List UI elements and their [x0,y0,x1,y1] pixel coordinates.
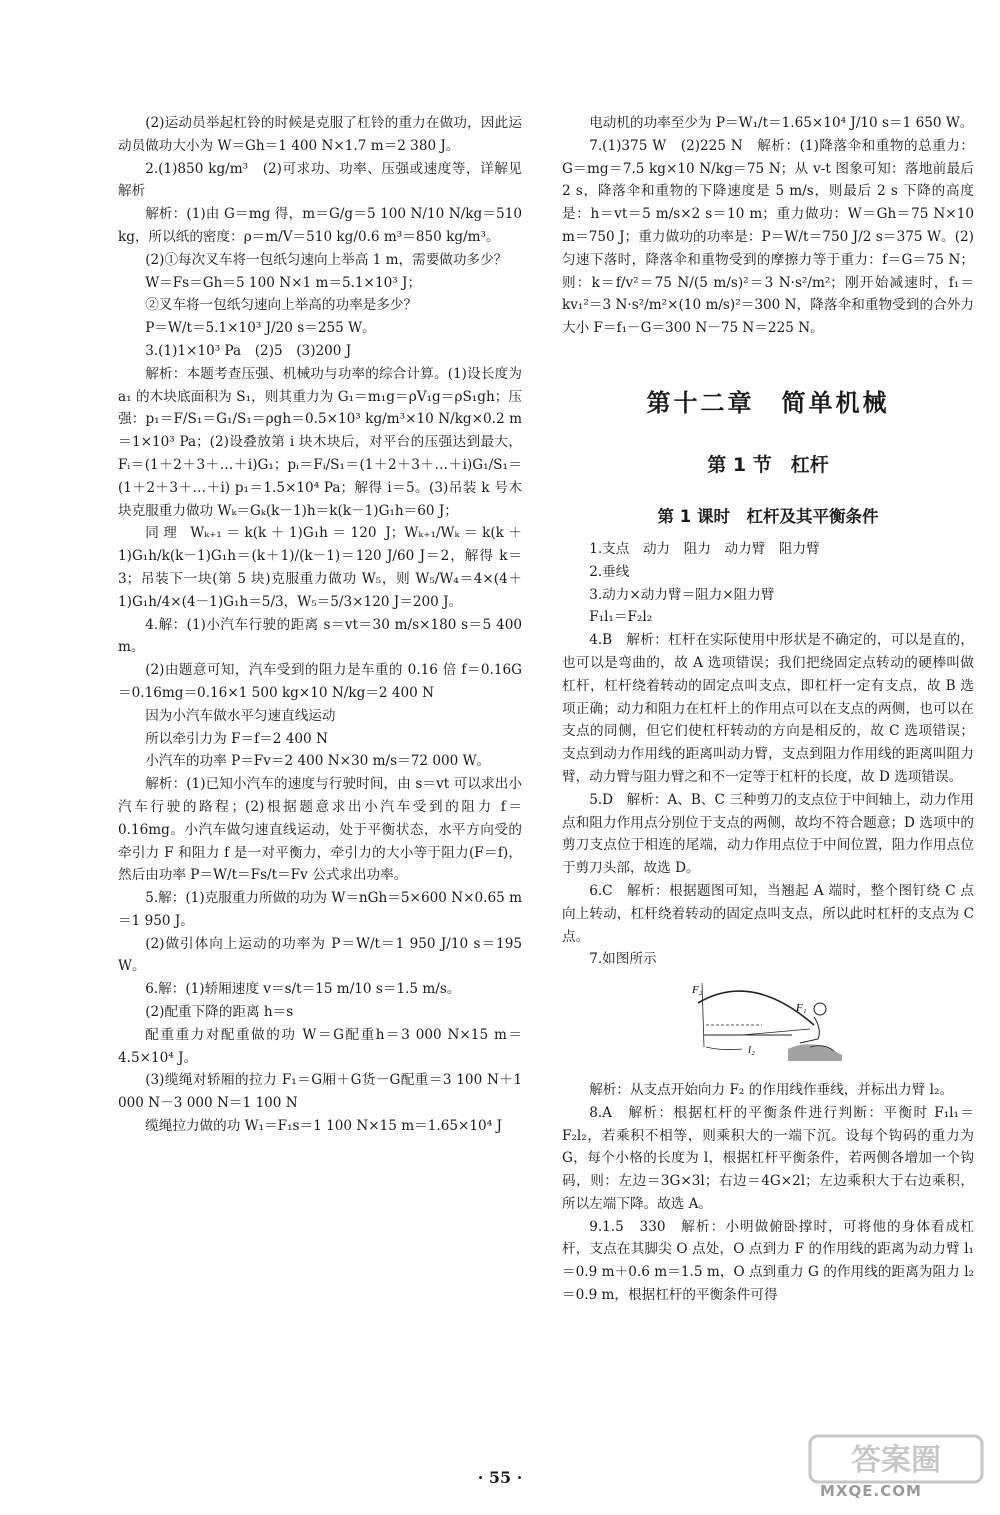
answer-paragraph: 配重重力对配重做的功 W＝G配重h＝3 000 N×15 m＝4.5×10⁴ J。 [118,1026,522,1066]
section-title: 第 1 节 杠杆 [707,453,829,476]
lesson-title: 第 1 课时 杠杆及其平衡条件 [657,506,879,526]
answer-paragraph: ②叉车将一包纸匀速向上举高的功率是多少？ [145,297,418,314]
answer-paragraph: 5.D 解析：A、B、C 三种剪刀的支点位于中间轴上，动力作用点和阻力作用点分别位于支点的两侧，故均不符合题意；D 选项中的剪刀支点位于相连的尾端，动力作用点位于中间位置，阻力作用点位于剪刀头部，故选 D。 [562,791,974,877]
answer-paragraph: 解析：本题考查压强、机械功与功率的综合计算。(1)设长度为 a₁ 的木块底面积为 S₁，则其重力为 G₁＝m₁g＝ρV₁g＝ρS₁gh；压强：p₁＝F/S₁＝G₁/S₁＝ρgh＝0.5×10³ kg/m³×10 N/kg×0.2 m＝1×10³ Pa；(2)设叠放第 i 块木块后，对平台的压强达到最大，Fᵢ＝(1＋2＋3＋…＋i)G₁；pᵢ＝Fᵢ/S₁＝(1＋2＋3＋…＋i)G₁/S₁＝(1＋2＋3＋…＋i) p₁＝1.5×10⁴ Pa；解得 i＝5。(3)吊装 k 号木块克服重力做功 Wₖ＝Gₖ(k－1)h＝k(k－1)G₁h＝60 J； [118,365,522,519]
label-f1: F₁ [796,1002,807,1015]
answer-paragraph: (3)缆绳对轿厢的拉力 F₁＝G厢＋G货－G配重＝3 100 N＋1 000 N－3 000 N＝1 100 N [118,1072,522,1112]
answer-paragraph: 6.解：(1)轿厢速度 v＝s/t＝15 m/10 s＝1.5 m/s。 [145,981,461,998]
label-l2: l₂ [748,1044,755,1057]
answer-paragraph: 解析：从支点开始向力 F₂ 的作用线作垂线，并标出力臂 l₂。 [589,1081,954,1098]
answer-paragraph: 1.支点 动力 阻力 动力臂 阻力臂 [589,540,820,557]
answer-paragraph: 缆绳拉力做的功 W₁＝F₁s＝1 100 N×15 m＝1.65×10⁴ J [145,1118,502,1135]
answer-paragraph: 解析：(1)已知小汽车的速度与行驶时间，由 s＝vt 可以求出小汽车行驶的路程；(2)根据题意求出小汽车受到的阻力 f＝0.16mg。小汽车做匀速直线运动，处于平衡状态，水平方向受的牵引力 F 和阻力 f 是一对平衡力，牵引力的大小等于阻力(F＝f)，然后由功率 P＝W/t＝Fs/t＝Fv 公式求出功率。 [118,776,522,884]
answer-paragraph: W＝Fs＝Gh＝5 100 N×1 m＝5.1×10³ J； [145,274,422,291]
answer-paragraph: 3.(1)1×10³ Pa (2)5 (3)200 J [145,342,352,359]
answer-paragraph: (2)做引体向上运动的功率为 P＝W/t＝1 950 J/10 s＝195 W。 [118,935,522,975]
answer-paragraph: (2)由题意可知，汽车受到的阻力是车重的 0.16 倍 f＝0.16G＝0.16mg＝0.16×1 500 kg×10 N/kg＝2 400 N [118,662,522,701]
answer-paragraph: 7.(1)375 W (2)225 N 解析：(1)降落伞和重物的总重力：G＝mg＝7.5 kg×10 N/kg＝75 N；从 v-t 图象可知：落地前最后 2 s，降落伞和重物的下降速度是 5 m/s，则最后 2 s 下降的高度是：h＝vt＝5 m/s×2 s＝10 m；重力做功：W＝Gh＝75 N×10 m＝750 J；重力做功的功率是：P＝W/t＝750 J/2 s＝375 W。(2)匀速下落时，降落伞和重物受到的摩擦力等于重力：f＝G＝75 N；则：k＝f/v²＝75 N/(5 m/s)²＝3 N·s²/m²；刚开始减速时，f₁＝kv₁²＝3 N·s²/m²×(10 m/s)²＝300 N，降落伞和重物受到的合外力大小 F＝f₁－G＝300 N－75 N＝225 N。 [562,137,974,337]
answer-paragraph: 9.1.5 330 解析：小明做俯卧撑时，可将他的身体看成杠杆，支点在其脚尖 O 点处，O 点到力 F 的作用线的距离为动力臂 l₁＝0.9 m＋0.6 m＝1.5 m，O 点到重力 G 的作用线的距离为阻力 l₂＝0.9 m，根据杠杆的平衡条件可得 [562,1218,974,1304]
answer-paragraph: 4.B 解析：杠杆在实际使用中形状是不确定的，可以是直的，也可以是弯曲的，故 A 选项错误；我们把绕固定点转动的硬棒叫做杠杆，杠杆绕着转动的固定点叫支点，即杠杆一定有支点，故 B 选项正确；动力和阻力在杠杆上的作用点可以在支点的两侧，也可以在支点的同侧，但它们使杠杆转动的方向是相反的，故 C 选项错误；支点到动力作用线的距离叫动力臂，支点到阻力作用线的距离叫阻力臂，动力臂与阻力臂之和不一定等于杠杆的长度，故 D 选项错误。 [562,632,974,785]
answer-paragraph: 同理 Wₖ₊₁＝k(k＋1)G₁h＝120 J；Wₖ₊₁/Wₖ＝k(k＋1)G₁h/k(k－1)G₁h＝(k＋1)/(k－1)＝120 J/60 J＝2，解得 k＝3；吊装下一块(第 5 块)克服重力做功 W₅，则 W₅/W₄＝4×(4＋1)G₁h/4×(4－1)G₁h＝5/3，W₅＝5/3×120 J＝200 J。 [118,525,522,610]
page-number: · 55 · [477,1468,523,1487]
answer-paragraph: (2)①每次叉车将一包纸匀速向上举高 1 m，需要做功多少？ [145,251,508,268]
answer-paragraph: 3.动力×动力臂＝阻力×阻力臂 [589,586,775,603]
answer-paragraph: 因为小汽车做水平匀速直线运动 [145,707,336,724]
left-column [118,112,522,1138]
chapter-title: 第十二章 简单机械 [646,388,890,417]
answer-paragraph: 2.(1)850 kg/m³ (2)可求功、功率、压强或速度等，详解见解析 [118,160,522,200]
answer-paragraph: 5.解：(1)克服重力所做的功为 W＝nGh＝5×600 N×0.65 m＝1 950 J。 [118,890,522,929]
answer-paragraph: (2)运动员举起杠铃的时候是克服了杠铃的重力在做功，因此运动员做功大小为 W＝Gh＝1 400 N×1.7 m＝2 380 J。 [118,115,522,154]
right-column [562,112,974,1307]
label-f2: F₂ [692,984,703,997]
watermark-logo-text: 答案圈 [851,1443,941,1478]
answer-paragraph: 2.垂线 [589,563,630,580]
answer-paragraph: 6.C 解析：根据题图可知，当翘起 A 端时，整个图钉绕 C 点向上转动，杠杆绕着转动的固定点叫支点，所以此时杠杆的支点为 C 点。 [562,882,974,945]
answer-paragraph: 7.如图所示 [589,951,657,968]
formula-line: F₁l₁＝F₂l₂ [589,609,653,626]
answer-paragraph: 8.A 解析：根据杠杆的平衡条件进行判断：平衡时 F₁l₁＝F₂l₂，若乘积不相等，则乘积大的一端下沉。设每个钩码的重力为 G，每个小格的长度为 l，根据杠杆平衡条件，若两侧各增加一个钩码，则：左边＝3G×3l；右边＝4G×2l；左边乘积大于右边乘积，所以左端下降。故选 A。 [562,1104,974,1212]
answer-paragraph: (2)配重下降的距离 h＝s [145,1004,294,1021]
answer-paragraph: P＝W/t＝5.1×10³ J/20 s＝255 W。 [145,320,376,337]
answer-paragraph: 电动机的功率至少为 P＝W₁/t＝1.65×10⁴ J/10 s＝1 650 W。 [589,115,974,131]
fishing-rod-lever-figure [692,977,852,1063]
answer-paragraph: 4.解：(1)小汽车行驶的距离 s＝vt＝30 m/s×180 s＝5 400 m。 [118,616,522,656]
watermark-url: MXQE.COM [820,1482,922,1500]
answer-paragraph: 解析：(1)由 G＝mg 得，m＝G/g＝5 100 N/10 N/kg＝510 kg，所以纸的密度：ρ＝m/V＝510 kg/0.6 m³＝850 kg/m³。 [118,206,522,245]
answer-paragraph: 所以牵引力为 F＝f＝2 400 N [145,730,328,747]
answer-paragraph: 小汽车的功率 P＝Fv＝2 400 N×30 m/s＝72 000 W。 [145,753,491,770]
